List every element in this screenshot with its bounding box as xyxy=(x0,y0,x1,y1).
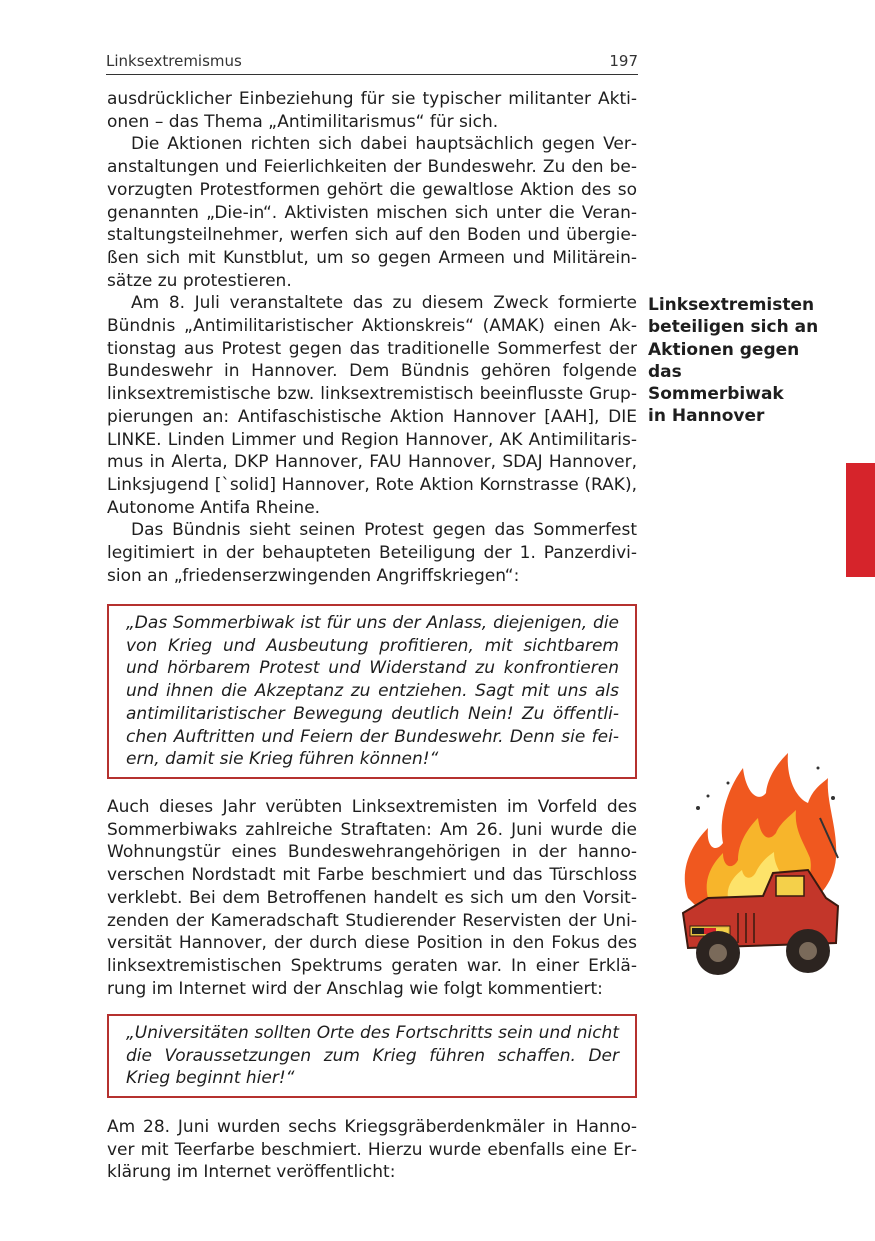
quote-box-2 xyxy=(107,1014,637,1098)
burning-jeep-icon xyxy=(668,748,848,988)
margin-note-line: beteiligen sich an xyxy=(648,317,819,338)
margin-note-line: in Hannover xyxy=(648,406,765,427)
chapter-tab xyxy=(846,463,875,577)
margin-note xyxy=(648,294,823,428)
paragraph: Am 8. Juli veranstaltete das zu diesem Zweck formierte Bündnis „Antimilitaristischer Aktionskreis“ (AMAK) einen Aktionstag aus Protest gegen das traditionelle Sommerfest der Bundeswehr in Hannover. Dem Bündnis gehören folgende linksextremistische bzw. linksextremistisch beeinflusste Gruppierungen an: Antifaschistische Aktion Hannover [AAH], DIE LINKE. Linden Limmer und Region Hannover, AK Antimilitarismus in Alerta, DKP Hannover, FAU Hannover, SDAJ Hannover, Linksjugend [`solid] Hannover, Rote Aktion Kornstrasse (RAK), Autonome Antifa Rheine. xyxy=(107,293,637,518)
paragraph: Am 28. Juni wurden sechs Kriegsgräberdenkmäler in Hannover mit Teerfarbe beschmiert. Hierzu wurde ebenfalls eine Erklärung im Internet veröffentlicht: xyxy=(107,1117,637,1183)
margin-note-line: Linksextremisten xyxy=(648,295,815,315)
paragraph: Die Aktionen richten sich dabei hauptsächlich gegen Veranstaltungen und Feierlichkeiten der Bundeswehr. Zu den bevorzugten Protestformen gehört die gewaltlose Aktion des so genannten „Die-in“. Aktivisten mischen sich unter die Veranstaltungsteilnehmer, werfen sich auf den Boden und übergießen sich mit Kunstblut, um so gegen Armeen und Militäreinsätze zu protestieren. xyxy=(107,134,637,291)
quote-box-1 xyxy=(107,604,637,779)
quote-text: „Das Sommerbiwak ist für uns der Anlass, diejenigen, die von Krieg und Ausbeutung profitieren, mit sichtbarem und hörbarem Protest und Widerstand zu konfrontieren und ihnen die Akzeptanz zu entziehen. Sagt mit uns als antimilitaristischer Bewegung deutlich Nein! Zu öffentlichen Auftritten und Feiern der Bundeswehr. Denn sie feiern, damit sie Krieg führen können!“ xyxy=(126,613,619,770)
text-block-3 xyxy=(107,1116,637,1184)
running-header xyxy=(106,52,638,75)
paragraph: Auch dieses Jahr verübten Linksextremisten im Vorfeld des Sommerbiwaks zahlreiche Straftaten: Am 26. Juni wurde die Wohnungstür eines Bundeswehrangehörigen in der hannoverschen Nordstadt mit Farbe beschmiert und das Türschloss verklebt. Bei dem Betroffenen handelt es sich um den Vorsitzenden der Kameradschaft Studierender Reservisten der Universität Hannover, der durch diese Position in den Fokus des linksextremistischen Spektrums geraten war. In einer Erklärung im Internet wird der Anschlag wie folgt kommentiert: xyxy=(107,797,637,999)
text-block-1 xyxy=(107,88,637,587)
margin-note-line: das Sommerbiwak xyxy=(648,361,784,405)
paragraph: ausdrücklicher Einbeziehung für sie typischer militanter Aktionen – das Thema „Antimilitarismus“ für sich. xyxy=(107,89,637,132)
quote-text: „Universitäten sollten Orte des Fortschritts sein und nicht die Voraussetzungen zum Krieg führen schaffen. Der Krieg beginnt hier!“ xyxy=(126,1023,619,1089)
margin-note-line: Aktionen gegen xyxy=(648,339,800,360)
section-title: Linksextremismus xyxy=(106,52,242,70)
page-number: 197 xyxy=(609,52,638,70)
text-block-2 xyxy=(107,796,637,1000)
paragraph: Das Bündnis sieht seinen Protest gegen das Sommerfest legitimiert in der behaupteten Beteiligung der 1. Panzerdivision an „friedenserzwingenden Angriffskriegen“: xyxy=(107,520,637,586)
